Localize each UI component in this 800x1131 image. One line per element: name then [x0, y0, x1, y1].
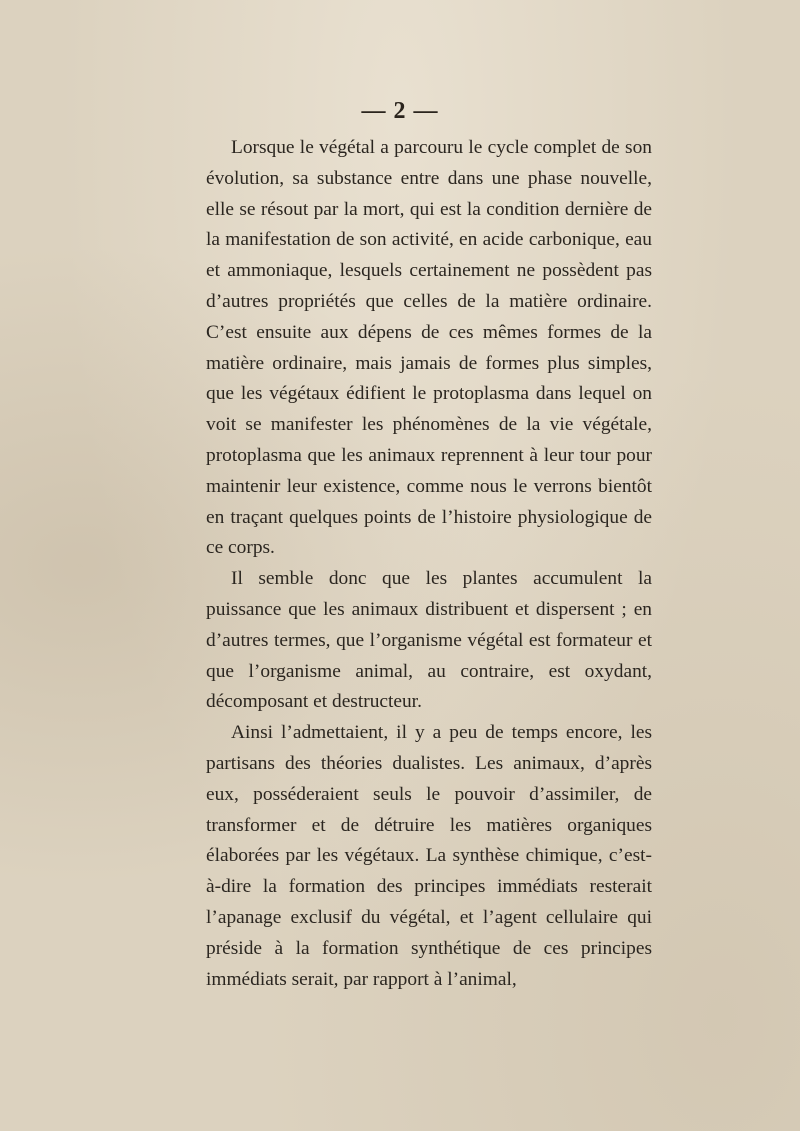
- page-number: — 2 —: [361, 98, 439, 124]
- paragraph: Ainsi l’admettaient, il y a peu de temps encore, les partisans des théories dualistes. Les animaux, d’après eux, posséderaient seuls le pouvoir d’assimiler, de transformer et de détruire les matières organiques élaborées par les végétaux. La synthèse chimique, c’est-à-dire la formation des principes immédiats resterait l’apanage exclusif du végétal, et l’agent cellulaire qui préside à la formation synthétique de ces principes immédiats serait, par rapport à l’animal,: [206, 722, 652, 990]
- paragraph: Lorsque le végétal a parcouru le cycle complet de son évolution, sa substance entre dans une phase nouvelle, elle se résout par la mort, qui est la condition dernière de la manifestation de son activité, en acide carbonique, eau et ammoniaque, lesquels certainement ne possèdent pas d’autres propriétés que celles de la matière ordinaire. C’est ensuite aux dépens de ces mêmes formes de la matière ordinaire, mais jamais de formes plus simples, que les végétaux édifient le protoplasma dans lequel on voit se manifester les phénomènes de la vie végétale, protoplasma que les animaux reprennent à leur tour pour maintenir leur existence, comme nous le verrons bientôt en traçant quelques points de l’histoire physiologique de ce corps.: [206, 137, 652, 559]
- body-text: [206, 133, 652, 995]
- paragraph: Il semble donc que les plantes accumulent la puissance que les animaux distribuent et dispersent ; en d’autres termes, que l’organisme végétal est formateur et que l’organisme animal, au contraire, est oxydant, décomposant et destructeur.: [206, 568, 652, 713]
